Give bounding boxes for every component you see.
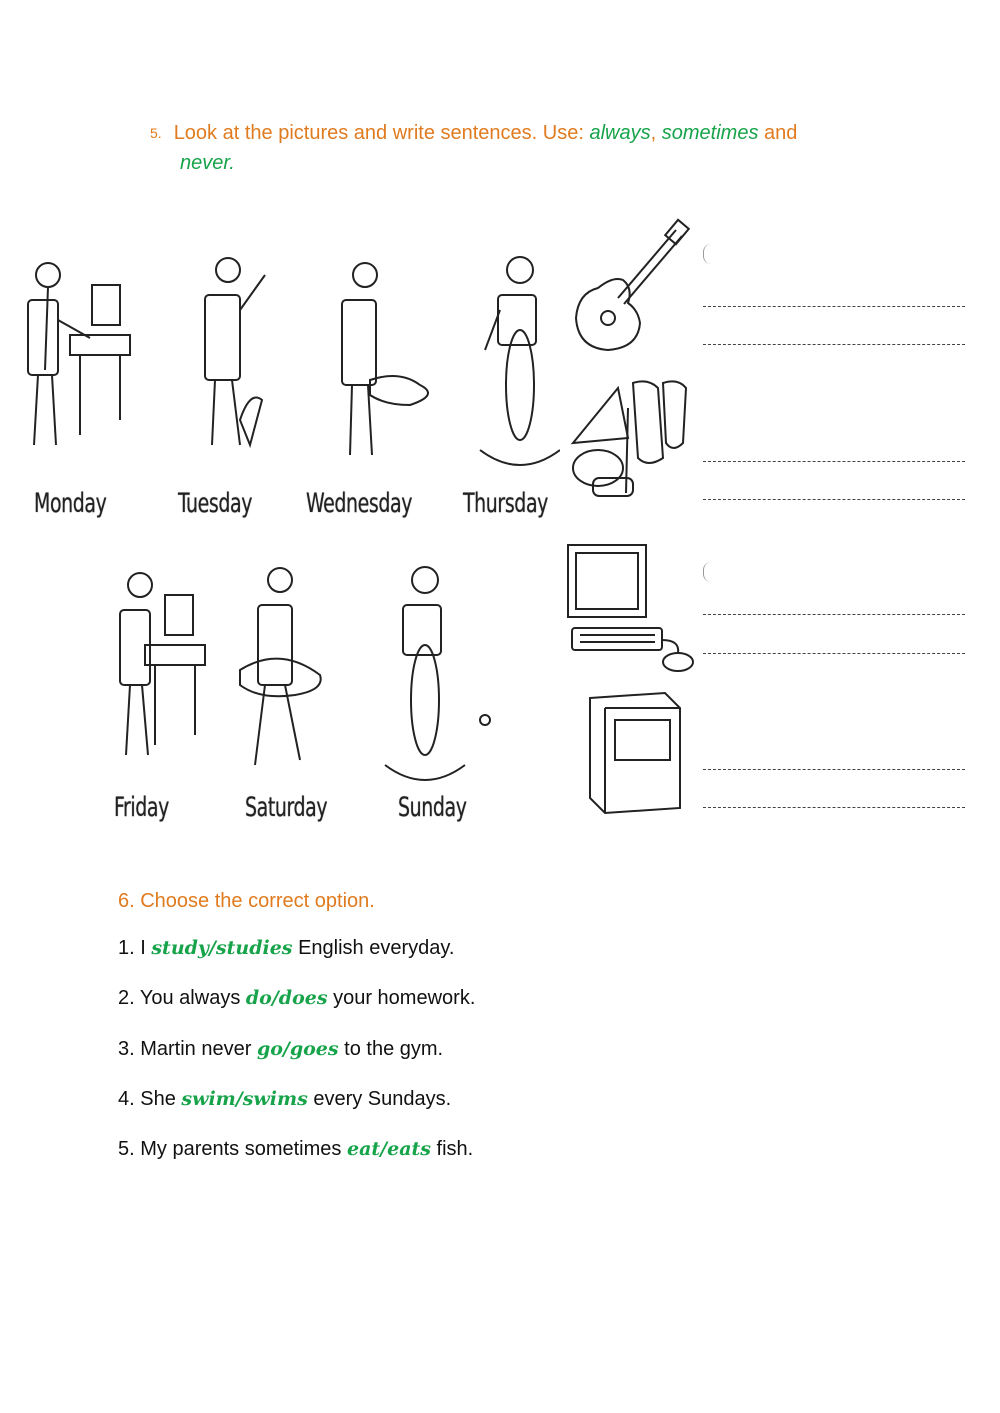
answer-line[interactable] [703,306,965,307]
sentence-item: 3. Martin never go/goes to the gym. [118,1038,444,1060]
word-sometimes: sometimes [661,122,759,144]
answer-line[interactable] [703,344,965,345]
day-label-sunday: Sunday [398,792,467,823]
exercise-number: 5. [150,125,162,141]
day-label-wednesday: Wednesday [306,488,413,519]
monday-figure-icon [28,263,130,445]
answer-line[interactable] [703,769,965,770]
sunday-figure-icon [385,567,490,780]
option-choice[interactable]: swim/swims [181,1088,308,1110]
day-label-thursday: Thursday [463,488,548,519]
answer-line[interactable] [703,653,965,654]
guitar-icon [568,218,693,358]
day-label-friday: Friday [114,792,169,823]
days-row-2-illustration [80,555,520,795]
friday-figure-icon [120,573,205,755]
snorkel-flippers-icon [568,368,693,508]
thursday-figure-icon [480,257,560,465]
word-and: and [764,122,798,144]
sentence-item: 1. I study/studies English everyday. [118,937,455,959]
computer-icon [560,540,700,680]
sentence-item: 4. She swim/swims every Sundays. [118,1088,452,1110]
answer-line[interactable] [703,461,965,462]
wednesday-figure-icon [342,263,428,455]
option-choice[interactable]: eat/eats [346,1138,431,1160]
saturday-figure-icon [240,568,321,765]
exercise-6-title: 6. Choose the correct option. [118,890,375,912]
day-label-saturday: Saturday [245,792,328,823]
option-choice[interactable]: do/does [245,987,328,1009]
answer-line[interactable] [703,614,965,615]
day-label-monday: Monday [34,488,107,519]
exercise-5-heading: 5. Look at the pictures and write sentences. Use: always, sometimes and never. [150,122,798,174]
option-choice[interactable]: study/studies [151,937,293,959]
answer-line[interactable] [703,807,965,808]
tuesday-figure-icon [205,258,265,445]
word-never: never. [180,152,235,174]
book-icon [580,688,700,818]
option-choice[interactable]: go/goes [256,1038,339,1060]
word-always: always [589,122,651,144]
instruction-text: Look at the pictures and write sentences. Use: [173,122,584,144]
sentence-item: 5. My parents sometimes eat/eats fish. [118,1138,474,1160]
answer-line[interactable] [703,499,965,500]
sentence-item: 2. You always do/does your homework. [118,987,476,1009]
day-label-tuesday: Tuesday [178,488,253,519]
